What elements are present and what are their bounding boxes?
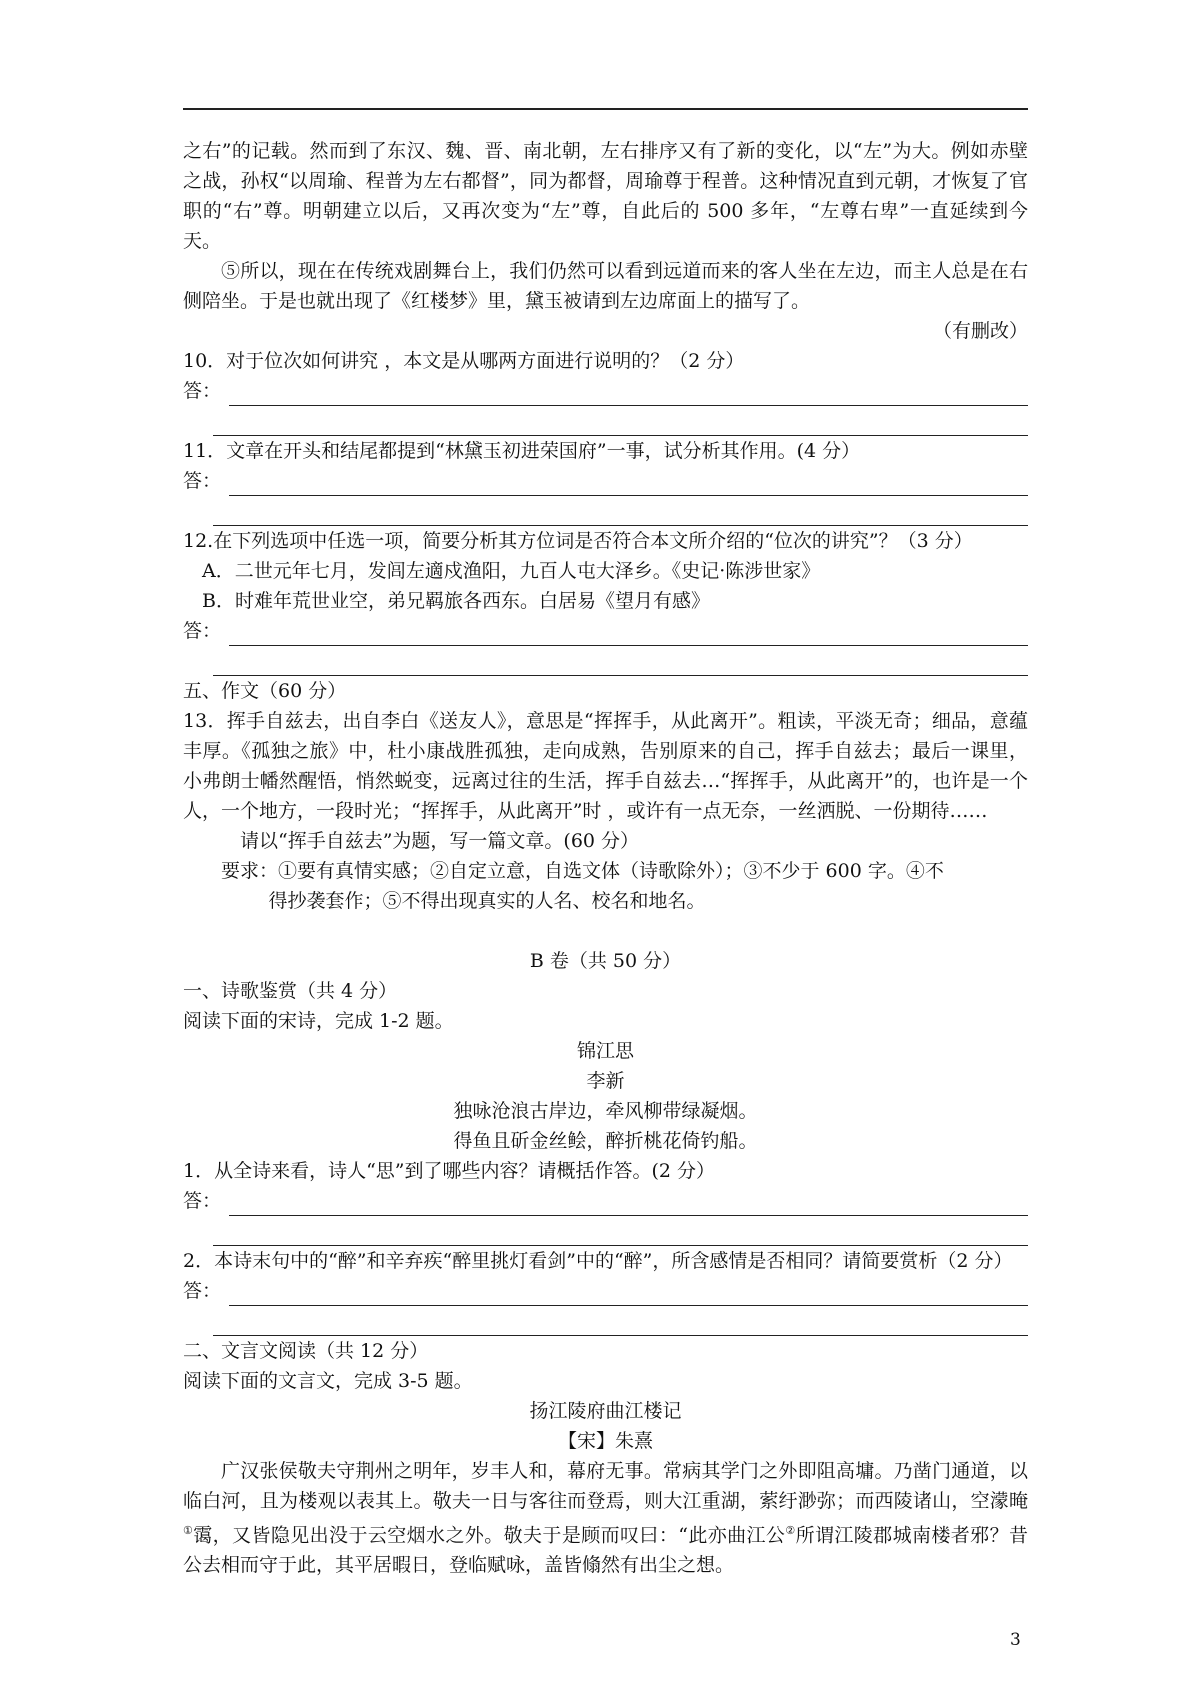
question-12: 12.在下列选项中任选一项，简要分析其方位词是否符合本文所介绍的“位次的讲究”？（3 分）	[183, 530, 973, 552]
source-note: （有删改）	[932, 320, 1028, 342]
answer-row-q11	[183, 466, 1028, 496]
answer-row-q10-2	[183, 406, 1028, 436]
answer-label: 答：	[183, 470, 222, 492]
poem-title: 锦江思	[576, 1040, 634, 1062]
question-12-option-a: A．二世元年七月，发闾左適戍渔阳，九百人屯大泽乡。《史记·陈涉世家》	[202, 560, 821, 582]
question-b1: 1．从全诗来看，诗人“思”到了哪些内容？请概括作答。(2 分）	[183, 1160, 716, 1182]
answer-line	[213, 653, 1028, 676]
poem-author: 李新	[586, 1070, 625, 1092]
question-13-requirements-2: 得抄袭套作；⑤不得出现真实的人名、校名和地名。	[268, 890, 706, 912]
section-b2-intro: 阅读下面的文言文，完成 3-5 题。	[183, 1370, 473, 1392]
wenyan-paragraph-1	[183, 1456, 1028, 1580]
poem-line-1: 独咏沧浪古岸边，牵风柳带绿凝烟。	[453, 1100, 758, 1122]
wenyan-author: 【宋】朱熹	[557, 1430, 653, 1452]
answer-line	[229, 473, 1028, 496]
answer-line	[213, 503, 1028, 526]
answer-line	[213, 413, 1028, 436]
footnote-mark-2: ②	[785, 1524, 796, 1537]
page-number: 3	[1010, 1630, 1021, 1650]
wenyan-text-c: 所谓江陵郡城南楼者邪？昔公去相而守于此，其平居暇日，登临赋咏，盖皆翛然有出尘之想。	[183, 1524, 1028, 1577]
answer-row-b2-2	[183, 1306, 1028, 1336]
question-12-option-b: B．时难年荒世业空，弟兄羁旅各西东。白居易《望月有感》	[202, 590, 710, 612]
answer-label: 答：	[183, 620, 222, 642]
wenyan-text-b: 霭，又皆隐见出没于云空烟水之外。敬夫于是顾而叹曰：“此亦曲江公	[193, 1524, 786, 1547]
question-13-requirements-1: 要求：①要有真情实感；②自定立意，自选文体（诗歌除外）；③不少于 600 字。④不	[221, 860, 944, 882]
answer-row-b2	[183, 1276, 1028, 1306]
section-b1-title: 一、诗歌鉴赏（共 4 分）	[183, 980, 398, 1002]
wenyan-text-a: 广汉张侯敬夫守荆州之明年，岁丰人和，幕府无事。常病其学门之外即阻高墉。乃凿门通道，以临白河，且为楼观以表其上。敬夫一日与客往而登焉，则大江重湖，萦纡渺弥；而西陵诸山，空濛晻	[183, 1460, 1028, 1512]
question-10: 10．对于位次如何讲究 ，本文是从哪两方面进行说明的？（2 分）	[183, 350, 745, 372]
footnote-mark-1: ①	[183, 1524, 194, 1537]
answer-row-q12-2	[183, 646, 1028, 676]
answer-line	[229, 1193, 1028, 1216]
answer-line	[213, 1313, 1028, 1336]
section-5-title: 五、作文（60 分）	[183, 680, 347, 702]
answer-row-q10	[183, 376, 1028, 406]
poem-line-2: 得鱼且斫金丝鲙，醉折桃花倚钓船。	[453, 1130, 758, 1152]
paragraph-continued: 之右”的记载。然而到了东汉、魏、晋、南北朝，左右排序又有了新的变化，以“左”为大。例如赤壁之战，孙权“以周瑜、程普为左右都督”，同为都督，周瑜尊于程普。这种情况直到元朝，才恢复了官职的“右”尊。明朝建立以后，又再次变为“左”尊，自此后的 500 多年，“左尊右卑”一直延续到今天。	[183, 140, 1028, 252]
answer-row-b1	[183, 1186, 1028, 1216]
answer-row-b1-2	[183, 1216, 1028, 1246]
answer-row-q11-2	[183, 496, 1028, 526]
wenyan-title: 扬江陵府曲江楼记	[529, 1400, 682, 1422]
paragraph-5: ⑤所以，现在在传统戏剧舞台上，我们仍然可以看到远道而来的客人坐在左边，而主人总是在右侧陪坐。于是也就出现了《红楼梦》里，黛玉被请到左边席面上的描写了。	[183, 260, 1028, 312]
volume-b-title: B 卷（共 50 分）	[529, 950, 682, 972]
answer-label: 答：	[183, 380, 222, 402]
question-b2: 2．本诗末句中的“醉”和辛弃疾“醉里挑灯看剑”中的“醉”，所含感情是否相同？请简要赏析（2 分）	[183, 1250, 1013, 1272]
answer-line	[229, 383, 1028, 406]
question-11: 11．文章在开头和结尾都提到“林黛玉初进荣国府”一事，试分析其作用。(4 分）	[183, 440, 861, 462]
section-b2-title: 二、文言文阅读（共 12 分）	[183, 1340, 429, 1362]
question-13: 13．挥手自兹去，出自李白《送友人》，意思是“挥挥手，从此离开”。粗读，平淡无奇；细品，意蕴丰厚。《孤独之旅》中，杜小康战胜孤独，走向成熟，告别原来的自己，挥手自兹去；最后一课里，小弗朗士幡然醒悟，悄然蜕变，远离过往的生活，挥手自兹去…“挥挥手，从此离开”的，也许是一个人，一个地方，一段时光；“挥挥手，从此离开”时 ，或许有一点无奈，一丝洒脱、一份期待……	[183, 710, 1028, 822]
answer-label: 答：	[183, 1190, 222, 1212]
page-content	[183, 136, 1028, 1580]
answer-label: 答：	[183, 1280, 222, 1302]
answer-row-q12	[183, 616, 1028, 646]
question-13-prompt: 请以“挥手自兹去”为题，写一篇文章。(60 分）	[240, 830, 640, 852]
answer-line	[229, 1283, 1028, 1306]
answer-line	[229, 623, 1028, 646]
section-b1-intro: 阅读下面的宋诗，完成 1-2 题。	[183, 1010, 454, 1032]
header-rule	[183, 108, 1028, 110]
answer-line	[213, 1223, 1028, 1246]
